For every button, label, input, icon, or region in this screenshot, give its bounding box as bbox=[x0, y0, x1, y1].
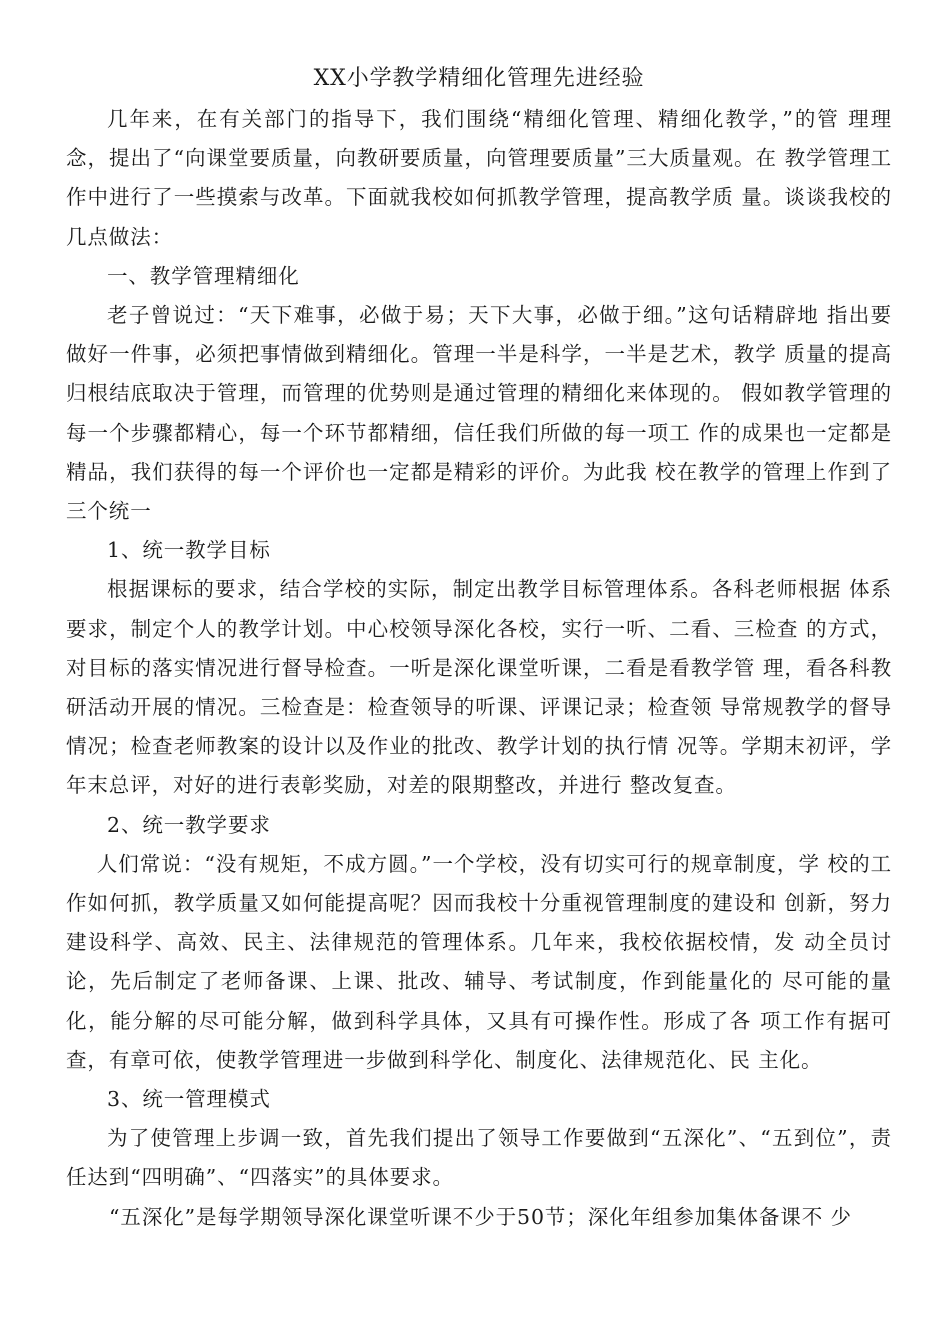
subsection-1-paragraph: 根据课标的要求，结合学校的实际，制定出教学目标管理体系。各科老师根据 体系要求，制定个人的教学计划。中心校领导深化各校，实行一听、二看、三检查 的方式，对目标的落实情况进行督导检查。一听是深化课堂听课，二看是看教学管 理，看各科教研活动开展的情况。三检查是：检查领导的听课、评课记录；检查领 导常规教学的督导情况；检查老师教案的设计以及作业的批改、教学计划的执行情 况等。学期末初评，学年末总评，对好的进行表彰奖励，对差的限期整改，并进行 整改复查。 bbox=[66, 577, 892, 798]
document-title: XX小学教学精细化管理先进经验 bbox=[313, 66, 645, 91]
section-heading-1: 一、教学管理精细化 bbox=[107, 263, 300, 288]
section-1-paragraph: 老子曾说过：“天下难事，必做于易；天下大事，必做于细。”这句话精辟地 指出要做好一件事，必须把事情做到精细化。管理一半是科学，一半是艺术，教学 质量的提高归根结底取决于管理，而管理的优势则是通过管理的精细化来体现的。 假如教学管理的每一个步骤都精心，每一个环节都精细，信任我们所做的每一项工 作的成果也一定都是精品，我们获得的每一个评价也一定都是精彩的评价。为此我 校在教学的管理上作到了三个统一 bbox=[66, 303, 892, 524]
subsection-heading-3: 3、统一管理模式 bbox=[107, 1087, 271, 1112]
subsection-3-paragraph: 为了使管理上步调一致，首先我们提出了领导工作要做到“五深化”、“五到位”，责任达到“四明确”、“四落实”的具体要求。 bbox=[66, 1126, 892, 1190]
subsection-heading-1: 1、统一教学目标 bbox=[107, 538, 271, 563]
subsection-2-paragraph: 人们常说：“没有规矩，不成方圆。”一个学校，没有切实可行的规章制度，学 校的工作如何抓，教学质量又如何能提高呢？因而我校十分重视管理制度的建设和 创新，努力建设科学、高效、民主、法律规范的管理体系。几年来，我校依据校情，发 动全员讨论，先后制定了老师备课、上课、批改、辅导、考试制度，作到能量化的 尽可能的量化，能分解的尽可能分解，做到科学具体，又具有可操作性。形成了各 项工作有据可查，有章可依，使教学管理进一步做到科学化、制度化、法律规范化、民 主化。 bbox=[66, 851, 892, 1072]
five-deepening-paragraph: “五深化”是每学期领导深化课堂听课不少于50节；深化年组参加集体备课不 少 bbox=[109, 1204, 852, 1229]
intro-paragraph: 几年来，在有关部门的指导下，我们围绕“精细化管理、精细化教学，”的管 理理念，提出了“向课堂要质量，向教研要质量，向管理要质量”三大质量观。在 教学管理工作中进行了一些摸索与改革。下面就我校如何抓教学管理，提高教学质 量。谈谈我校的几点做法： bbox=[66, 107, 892, 249]
subsection-heading-2: 2、统一教学要求 bbox=[107, 812, 271, 837]
document-page bbox=[66, 58, 892, 1237]
